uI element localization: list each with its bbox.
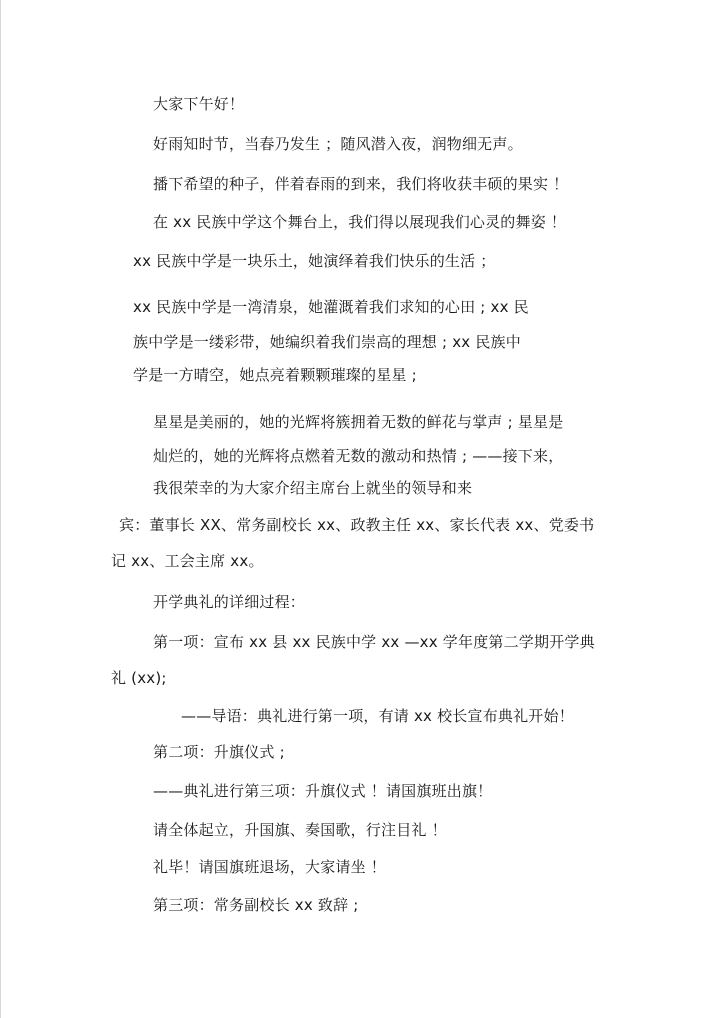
text-line-stars-1: 星星是美丽的，她的光辉将簇拥着无数的鲜花与掌声 ; 星星是 [153,413,564,431]
text-line-item2: 第二项：升旗仪式 ; [153,743,285,761]
text-line-poem: 好雨知时节，当春乃发生 ；随风潜入夜，润物细无声。 [153,135,523,153]
text-line-guests-1: 宾：董事长 XX、常务副校长 xx、政教主任 xx、家长代表 xx、党委书 [119,516,595,534]
text-line-spring-3: 学是一方晴空，她点亮着颗颗璀璨的星星 ; [133,366,417,384]
text-line-intro: ——导语：典礼进行第一项，有请 xx 校长宣布典礼开始！ [181,707,574,725]
text-line-item1-2: 礼 (xx); [111,669,167,687]
text-line-item3: 第三项：常务副校长 xx 致辞 ; [153,896,359,914]
text-line-guests-2: 记 xx、工会主席 xx。 [111,552,264,570]
text-line-greeting: 大家下午好！ [153,95,245,113]
text-line-paradise: xx 民族中学是一块乐土，她演绎着我们快乐的生活 ； [133,252,496,270]
text-line-anthem: 请全体起立，升国旗、奏国歌，行注目礼 ！ [153,821,447,839]
text-line-flag: ——典礼进行第三项：升旗仪式 ！请国旗班出旗！ [153,782,493,800]
text-line-stars-3: 我很荣幸的为大家介绍主席台上就坐的领导和来 [153,479,473,497]
text-line-dismiss: 礼毕！请国旗班退场，大家请坐 ！ [153,858,386,876]
text-line-spring-1: xx 民族中学是一湾清泉，她灌溉着我们求知的心田 ; xx 民 [133,298,529,316]
text-line-process-heading: 开学典礼的详细过程： [153,593,306,611]
text-line-spring-2: 族中学是一缕彩带，她编织着我们崇高的理想 ; xx 民族中 [133,333,521,351]
text-line-item1-1: 第一项：宣布 xx 县 xx 民族中学 xx —xx 学年度第二学期开学典 [153,633,595,651]
text-line-seeds: 播下希望的种子，伴着春雨的到来，我们将收获丰硕的果实 ！ [153,175,569,193]
text-line-stage: 在 xx 民族中学这个舞台上，我们得以展现我们心灵的舞姿 ！ [153,213,567,231]
text-line-stars-2: 灿烂的，她的光辉将点燃着无数的激动和热情 ; ——接下来， [153,447,564,465]
